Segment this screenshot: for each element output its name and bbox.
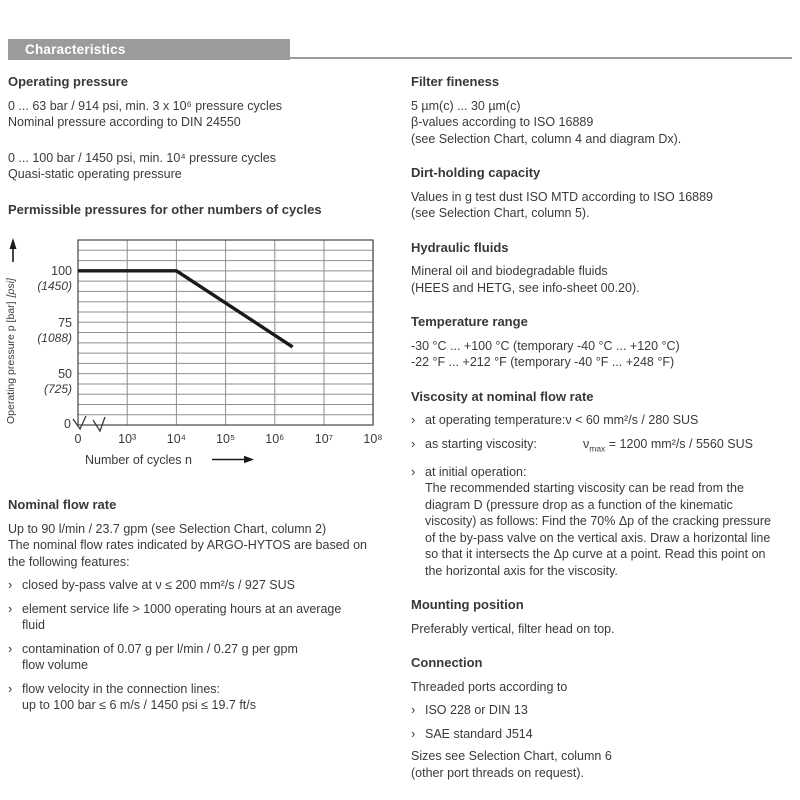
text-line: 0 ... 63 bar / 914 psi, min. 3 x 10⁶ pressure cycles (8, 98, 283, 113)
text-line: Nominal pressure according to DIN 24550 (8, 115, 241, 129)
filter-fineness-heading: Filter fineness (411, 74, 500, 89)
text-line: Threaded ports according to (411, 679, 568, 694)
operating-pressure-section (8, 74, 400, 218)
y-tick-label: 100 (51, 264, 72, 278)
text-line: Preferably vertical, filter head on top. (411, 621, 615, 636)
x-tick-label: 0 (74, 432, 82, 446)
text-line: -30 °C ... +100 °C (temporary -40 °C ... +120 °C) (411, 338, 680, 353)
text-line: Mineral oil and biodegradable fluids (411, 264, 608, 278)
spacer (8, 131, 400, 150)
bullet-icon: › (411, 702, 416, 717)
text-line: Quasi-static operating pressure (8, 167, 182, 181)
viscosity-max-value: $\nu_{max} = 1200$ mm²/s / 5560 SUS (583, 436, 753, 453)
bullet-icon: › (411, 412, 416, 427)
list-item (411, 464, 796, 580)
nominal-flow-heading: Nominal flow rate (8, 497, 117, 512)
bullet-icon: › (8, 577, 13, 592)
bullet-icon: › (8, 680, 13, 696)
list-item (411, 436, 796, 457)
list-item (411, 726, 796, 743)
chart-gridlines (78, 240, 373, 425)
temperature-range-section (411, 314, 796, 371)
axis-break-icon (73, 416, 86, 429)
x-axis-label: Number of cycles n (85, 453, 192, 467)
y-axis-arrowhead-icon (10, 238, 17, 249)
hydraulic-fluids-heading: Hydraulic fluids (411, 239, 509, 255)
bullet-text: element service life > 1000 operating hours at an average (22, 601, 342, 616)
list-item (8, 577, 400, 594)
dirt-holding-section (411, 165, 796, 222)
bullet-icon: › (8, 640, 13, 656)
text-line: the following features: (8, 554, 130, 569)
text-line: (see Selection Chart, column 4 and diagram Dx). (411, 131, 682, 146)
paragraph-line: diagram D (pressure drop as a function of the kinematic (425, 497, 733, 512)
mounting-position-heading: Mounting position (411, 597, 524, 612)
bullet-text: SAE standard J514 (425, 726, 533, 741)
viscosity-section (411, 389, 796, 580)
bullet-icon: › (411, 435, 416, 451)
x-tick-label: 10³ (118, 432, 137, 446)
dirt-holding-heading: Dirt-holding capacity (411, 165, 541, 180)
spacer (8, 183, 400, 202)
bullet-text: contamination of 0.07 g per l/min / 0.27 g per gpm (22, 641, 298, 656)
pressure-cycles-chart (0, 230, 400, 478)
bullet-text: flow volume (22, 658, 88, 672)
x-tick-label: 10⁷ (314, 432, 334, 446)
text-line: Sizes see Selection Chart, column 6 (411, 749, 612, 763)
paragraph-line: The recommended starting viscosity can be read from the (425, 481, 744, 495)
paragraph-line: the horizontal axis for the viscosity. (425, 563, 618, 578)
y-axis-label: Operating pressure p [bar][psi] (5, 278, 17, 424)
bullet-text: flow velocity in the connection lines: (22, 681, 221, 696)
bullet-text: as starting viscosity: (425, 436, 537, 451)
text-line: Up to 90 l/min / 23.7 gpm (see Selection Chart, column 2) (8, 521, 327, 536)
text-line: (other port threads on request). (411, 765, 585, 780)
axis-break-icon (93, 417, 105, 431)
x-tick-label: 10⁶ (265, 432, 285, 446)
bullet-text: fluid (22, 618, 45, 632)
x-tick-label: 10⁴ (166, 432, 187, 446)
text-line: β-values according to ISO 16889 (411, 115, 594, 129)
y-tick-label: 0 (64, 417, 71, 431)
permissible-pressures-heading: Permissible pressures for other numbers of cycles (8, 201, 322, 217)
text-line: 5 µm(c) ... 30 µm(c) (411, 98, 521, 113)
text-line: The nominal flow rates indicated by ARGO-HYTOS are based on (8, 538, 367, 552)
paragraph-line: so that it intersects the Δp curve at a point. Read this point on (425, 547, 766, 561)
bullet-text: ISO 228 or DIN 13 (425, 703, 528, 717)
y-tick-label: 50 (58, 367, 72, 381)
text-line: (HEES and HETG, see info-sheet 00.20). (411, 280, 640, 295)
bullet-icon: › (411, 725, 416, 741)
filter-fineness-section (411, 74, 796, 147)
mounting-position-section (411, 597, 796, 637)
bullet-text: at initial operation: (425, 464, 527, 479)
y-tick-psi-label: (1450) (37, 279, 72, 293)
right-column (411, 74, 796, 781)
list-item (411, 412, 796, 429)
paragraph-line: viscosity) as follows: Find the 70% Δp of the cracking pressure (425, 514, 771, 528)
viscosity-heading: Viscosity at nominal flow rate (411, 388, 594, 404)
section-title-bar (8, 39, 290, 60)
bullet-text: at operating temperature:ν < 60 mm²/s / 280 SUS (425, 413, 699, 427)
bullet-text: closed by-pass valve at ν ≤ 200 mm²/s / 927 SUS (22, 578, 295, 592)
connection-heading: Connection (411, 655, 483, 670)
y-tick-psi-label: (1088) (37, 331, 72, 345)
list-item (8, 601, 400, 634)
paragraph-line: of the by-pass valve on the vertical axis. Draw a horizontal line (425, 530, 771, 545)
bullet-icon: › (411, 463, 416, 479)
list-item (411, 702, 796, 719)
bullet-icon: › (8, 600, 13, 616)
nominal-flow-section (8, 497, 400, 714)
y-tick-label: 75 (58, 316, 72, 330)
bullet-text: up to 100 bar ≤ 6 m/s / 1450 psi ≤ 19.7 ft/s (22, 698, 256, 712)
text-line: 0 ... 100 bar / 1450 psi, min. 10⁴ pressure cycles (8, 150, 277, 165)
list-item (8, 641, 400, 674)
y-tick-psi-label: (725) (43, 382, 72, 396)
x-tick-label: 10⁵ (216, 432, 236, 446)
connection-section (411, 655, 796, 781)
text-line: Values in g test dust ISO MTD according to ISO 16889 (411, 189, 714, 204)
operating-pressure-heading: Operating pressure (8, 74, 128, 89)
text-line: -22 °F ... +212 °F (temporary -40 °F ... +248 °F) (411, 355, 675, 369)
pressure-curve (78, 271, 293, 347)
temperature-range-heading: Temperature range (411, 314, 528, 329)
page-title: Characteristics (25, 42, 126, 57)
x-tick-label: 10⁸ (363, 432, 383, 446)
text-line: (see Selection Chart, column 5). (411, 206, 590, 220)
list-item (8, 681, 400, 714)
hydraulic-fluids-section (411, 240, 796, 297)
x-axis-arrowhead-icon (244, 456, 254, 463)
